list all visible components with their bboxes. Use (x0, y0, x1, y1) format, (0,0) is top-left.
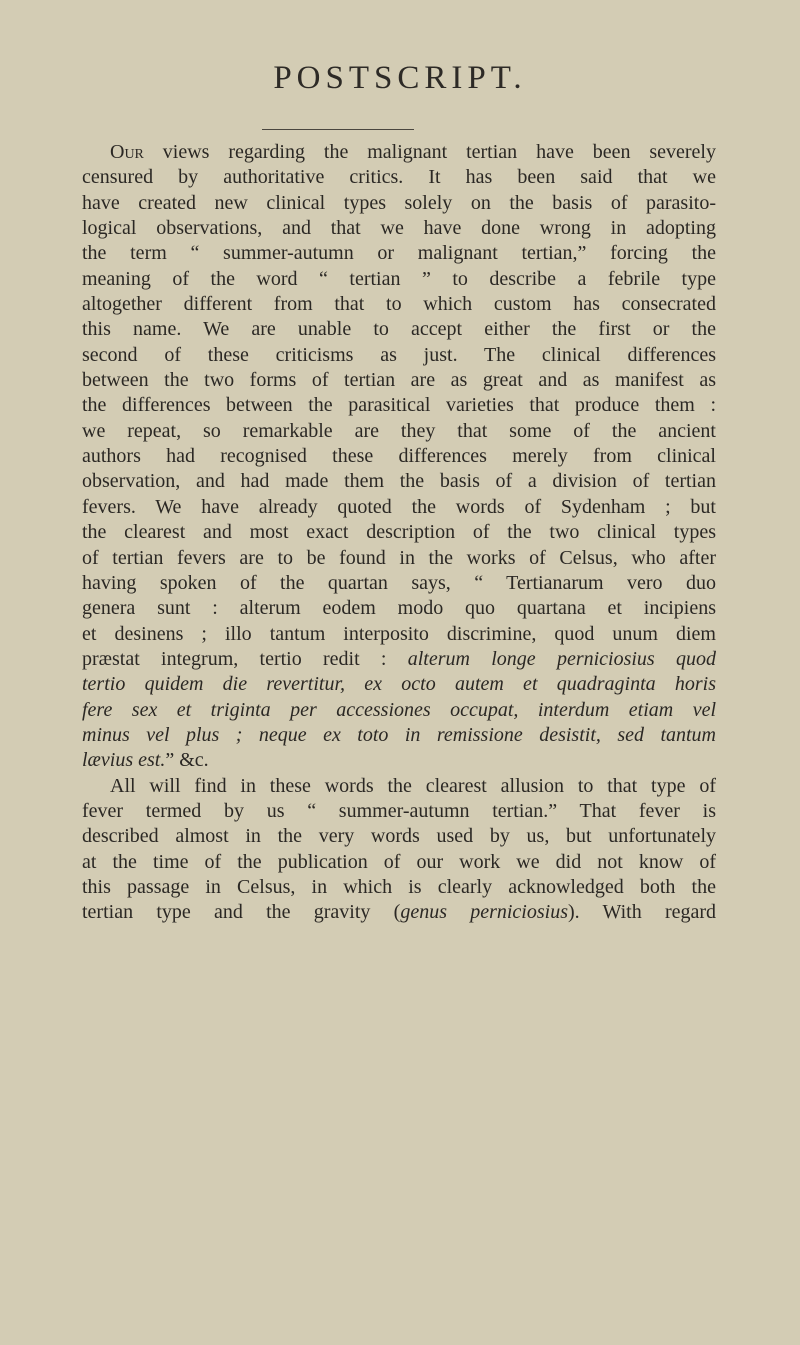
body-text (82, 140, 716, 926)
text-line: the term “ summer-autumn or malignant tertian,” forcing the (82, 242, 716, 265)
paragraph-1 (82, 140, 716, 774)
title-rule (262, 129, 414, 130)
text-line: fere sex et triginta per accessiones occupat, interdum etiam vel (82, 698, 716, 721)
page-title: POSTSCRIPT. (273, 60, 527, 96)
text-line: of tertian fevers are to be found in the works of Celsus, who after (82, 546, 716, 569)
text-line: this passage in Celsus, in which is clearly acknowledged both the (82, 875, 716, 898)
text-line: between the two forms of tertian are as great and as manifest as (82, 369, 716, 392)
text-line: præstat integrum, tertio redit : alterum longe perniciosius quod (82, 647, 716, 670)
text-line: genera sunt : alterum eodem modo quo quartana et incipiens (82, 597, 716, 620)
text-line: altogether different from that to which custom has consecrated (82, 293, 716, 316)
text-line: tertio quidem die revertitur, ex octo autem et quadraginta horis (82, 673, 716, 696)
text-line: lævius est.” &c. (82, 749, 209, 772)
text-line: All will find in these words the clearest allusion to that type of (110, 774, 716, 797)
text-line: second of these criticisms as just. The clinical differences (82, 343, 716, 366)
text-line: fever termed by us “ summer-autumn tertian.” That fever is (82, 799, 716, 822)
text-line: authors had recognised these differences merely from clinical (82, 445, 716, 468)
text-line: minus vel plus ; neque ex toto in remissione desistit, sed tantum (82, 723, 716, 746)
text-line: Our views regarding the malignant tertian have been severely (110, 141, 716, 163)
text-line: observation, and had made them the basis of a division of tertian (82, 470, 716, 493)
text-line: we repeat, so remarkable are they that some of the ancient (82, 419, 716, 442)
text-line: fevers. We have already quoted the words of Sydenham ; but (82, 495, 716, 518)
text-line: described almost in the very words used by us, but unfortunately (82, 825, 716, 848)
text-line: have created new clinical types solely on the basis of parasito- (82, 191, 716, 214)
text-line: logical observations, and that we have done wrong in adopting (82, 217, 716, 240)
text-line: tertian type and the gravity (genus perniciosius). With regard (82, 901, 716, 924)
text-line: the clearest and most exact description of the two clinical types (82, 521, 716, 544)
text-line: having spoken of the quartan says, “ Tertianarum vero duo (82, 571, 716, 594)
text-line: meaning of the word “ tertian ” to describe a febrile type (82, 267, 716, 290)
text-line: the differences between the parasitical varieties that produce them : (82, 394, 716, 417)
paragraph-2 (82, 774, 716, 926)
text-line: at the time of the publication of our work we did not know of (82, 850, 716, 873)
text-line: this name. We are unable to accept either the first or the (82, 318, 716, 341)
text-line: censured by authoritative critics. It has been said that we (82, 166, 716, 189)
text-line: et desinens ; illo tantum interposito discrimine, quod unum diem (82, 622, 716, 645)
